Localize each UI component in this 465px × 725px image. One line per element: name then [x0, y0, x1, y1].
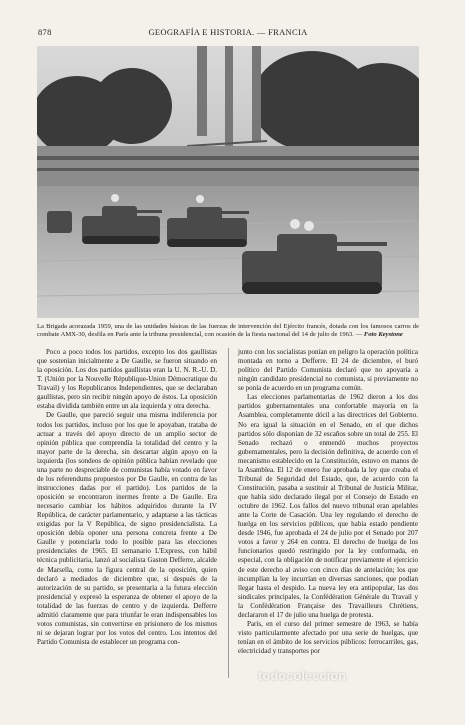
running-title: GEOGRAFÍA E HISTORIA. — FRANCIA — [148, 27, 308, 37]
text-column-right — [238, 348, 418, 656]
paragraph: París, en el curso del primer semestre de 1963, se había visto particularmente afectado por una serie de huelgas, que tenían en el ámbito de los servicios públicos: ferrocarriles, gas, electricidad y transportes por — [238, 619, 418, 656]
paragraph: De Gaulle, que pareció seguir una misma indiferencia por todos los partidos, incluso por los que le apoyaban, trataba de actuar a través del apoyo directo de un amplio sector de opinión pública que comprendía la totalidad del centro y la mayor parte de la derecha, sin descartar algún apoyo en la izquierda (los sondeos de opinión pública habían revelado que una parte no despreciable de comunistas había votado en favor de los referendums propuestos por De Gaulle, en contra de las instrucciones dadas por el partido). Los partidos de la oposición se encontraron inermes frente a De Gaulle. Era necesario cambiar los hábitos adquiridos durante la IV República, de carácter parlamentario, y adaptarse a las tácticas exigidas por la V República, de signo presidencialista. La oposición debía oponer una persona concreta frente a De Gaulle y potenciarla todo lo posible para las elecciones presidenciales de 1965. El semanario L'Express, con hábil técnica publicitaria, lanzó al socialista Gaston Defferre, alcalde de Marsella, como la figura central de la oposición, quien declaró a mediados de diciembre que, si después de la autorización de su partido, se presentaría a la futura elección presidencial y expresó la esperanza de obtener el apoyo de la totalidad de las fuerzas de centro y de izquierda. Defferre admitió claramente que para triunfar le eran indispensables los votos comunistas, sin convertirse en prisionero de los mismos ni se dejaran lograr por los votos del centro. Los intentos del Partido Comunista de establecer un programa con- — [37, 411, 217, 646]
parade-photo — [37, 46, 419, 318]
tank-parade-illustration — [37, 46, 419, 318]
paragraph: Las elecciones parlamentarias de 1962 dieron a los dos partidos gubernamentales una confortable mayoría en la Asamblea, completamente dócil a las directrices del Gobierno. No era igual la situación en el Senado, en el que dichos partidos sólo disponían de 32 escaños sobre un total de 255. El Senado rechazó o enmendó muchos proyectos gubernamentales, pero la decisión definitiva, de acuerdo con el mecanismo establecido en la Constitución, estuvo en manos de la Asamblea. El 12 de enero fue aprobada la ley que creaba el Tribunal de Seguridad del Estado, que, de acuerdo con la Constitución, pasaba a sustituir al Tribunal de Justicia Militar, que había sido declarado ilegal por el Consejo de Estado en octubre de 1962. Los fallos del nuevo tribunal eran apelables ante la Corte de Casación. Una ley regulando el derecho de huelga en los servicios públicos, que había estado pendiente desde 1946, fue aprobada el 24 de julio por el Senado por 207 votos a favor y 264 en contra. El derecho de huelga de los funcionarios quedó restringido por la ley conformada, en especial, con la obligación de notificar previamente el ejercicio de este derecho al aviso con cinco días de antelación; los que incumplían la ley incurrían en diversas sanciones, que podían llegar hasta el despido. La nueva ley era antipopular, las dos sindicales principales, la Confédération Générale du Travail y la Confédération Française des Travailleurs Chrétiens, declararon el 17 de julio una huelga de protesta. — [238, 393, 418, 619]
paragraph: Poco a poco todos los partidos, excepto los dos gaullistas que sostenían inicialmente a De Gaulle, se fueron situando en la oposición. Los dos partidos gaullistas eran la U. N. R.-U. D. T. (Unión por la Nouvelle République-Union Démocratique du Travail) y los Republicanos Independientes, que se declaraban gaullistas, pero sin recibir ningún apoyo de éstos. La oposición estaba dividida también entre un ala izquierda y otra derecha. — [37, 348, 217, 411]
paragraph: junto con los socialistas ponían en peligro la operación política montada en torno a Defferre. El 24 de diciembre, el buró político del Partido Comunista declaró que no apoyaría a ningún candidato presidencial no comunista, si previamente no se ponía de acuerdo en un programa común. — [238, 348, 418, 393]
watermark-logo: todocoleccion — [258, 668, 347, 683]
caption-text: La Brigada acorazada 1959, una de las unidades básicas de las fuerzas de intervención del Ejército francés, dotada con los famosos carros de combate AMX-30, desfila en París ante la tribuna presidencial, con ocasión de la fiesta nacional del 14 de julio de 1963. — [37, 323, 419, 339]
page-number: 878 — [38, 27, 52, 37]
column-divider — [228, 348, 229, 678]
text-column-left — [37, 348, 217, 647]
photo-credit: Foto Keystone — [363, 331, 403, 339]
photo-caption: La Brigada acorazada 1959, una de las unidades básicas de las fuerzas de intervención del Ejército francés, dotada con los famosos carros de combate AMX-30, desfila en París ante la tribuna presidencial, con ocasión de la fiesta nacional del 14 de julio de 1963. — Foto Keystone — [37, 323, 419, 339]
running-header — [38, 27, 418, 41]
